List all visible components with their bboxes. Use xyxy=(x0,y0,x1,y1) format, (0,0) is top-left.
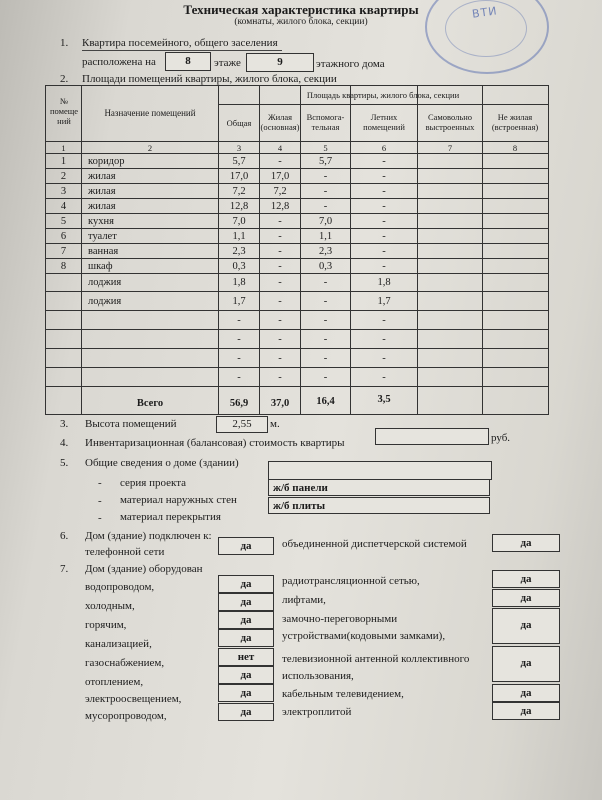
inventory-cost-unit: руб. xyxy=(491,432,511,444)
header-name: Назначение помещений xyxy=(104,108,196,118)
water-supply-label: водопроводом, xyxy=(85,581,155,593)
wall-material-value: ж/б панели xyxy=(268,479,490,496)
col-number-2: 2 xyxy=(147,143,153,153)
col-number-5: 5 xyxy=(323,143,328,153)
total-floors-box: 9 xyxy=(246,53,314,72)
elevators-value: да xyxy=(492,589,560,607)
document-subtitle: (комнаты, жилого блока, секции) xyxy=(234,17,368,27)
floor-label: этаже xyxy=(214,57,241,69)
heating-label: отоплением, xyxy=(85,676,144,688)
section-4-number: 4. xyxy=(60,437,69,449)
building-info-label: Общие сведения о доме (здании) xyxy=(85,457,239,469)
header-aux: Вспомога- тельная xyxy=(306,112,345,132)
header-total: Общая xyxy=(226,118,252,128)
section-2-label: Площади помещений квартиры, жилого блока, секции xyxy=(82,73,337,85)
intercom-label-1: замочно-переговорными xyxy=(282,613,398,625)
header-num: № помеще ний xyxy=(49,96,79,126)
underline xyxy=(82,50,282,51)
ceiling-height-value: 2,55 xyxy=(216,416,268,433)
col-number-4: 4 xyxy=(277,143,283,153)
dash-icon: - xyxy=(98,477,102,489)
elevators-label: лифтами, xyxy=(282,594,326,606)
project-series-value xyxy=(268,461,492,480)
electric-stove-value: да xyxy=(492,702,560,720)
section-6-number: 6. xyxy=(60,530,69,542)
tv-antenna-label-2: использования, xyxy=(282,670,354,682)
document-title: Техническая характеристика квартиры xyxy=(183,2,419,17)
section-1-location-prefix: расположена на xyxy=(82,56,156,68)
phone-network-label: телефонной сети xyxy=(85,546,165,558)
areas-table: № помеще ний Назначение помещений Площадь квартиры, жилого блока, секции Общая Жилая (основная) Вспомога- тельная Летних помещений Самовольно выстроенных Не жилая (встроенная) 1 2 3 4 5 6 7 8 1 коридор 5,7 - 5,7 - 2 жилая 17,0 17,0 - - 3 жилая 7,2 7,2 - - 4 жилая 12,8 12,8 - - 5 кухня 7,0 - 7,0 - 6 туалет 1,1 - 1,1 - 7 ванная 2,3 - 2,3 - 8 шкаф 0,3 - 0,3 - лоджия 1,8 - - 1,8 лоджия 1,7 - - 1,7 - - - - - - - - - - - - - - - - Всего 56,9 37,0 16,4 3,5 xyxy=(45,85,549,415)
section-5-number: 5. xyxy=(60,457,69,469)
header-summer: Летних помещений xyxy=(363,112,405,132)
ceiling-height-label: Высота помещений xyxy=(85,418,177,430)
floor-box: 8 xyxy=(165,52,211,71)
dispatch-system-value: да xyxy=(492,534,560,552)
electric-lighting-label: электроосвещением, xyxy=(85,693,182,705)
cable-tv-label: кабельным телевидением, xyxy=(282,688,404,700)
electric-lighting-value: да xyxy=(218,684,274,702)
cold-water-value: да xyxy=(218,593,274,611)
intercom-value: да xyxy=(492,608,560,644)
inventory-cost-value xyxy=(375,428,489,445)
col-number-6: 6 xyxy=(381,143,387,153)
hot-water-value: да xyxy=(218,611,274,629)
section-2-number: 2. xyxy=(60,73,69,85)
col-number-8: 8 xyxy=(512,143,518,153)
floor-material-label: материал перекрытия xyxy=(120,511,221,523)
dash-icon: - xyxy=(98,495,102,507)
header-selfbuilt: Самовольно выстроенных xyxy=(425,112,475,132)
sewerage-value: да xyxy=(218,629,274,647)
wall-material-label: материал наружных стен xyxy=(120,494,237,506)
header-area-group: Площадь квартиры, жилого блока, секции xyxy=(306,90,460,100)
hot-water-label: горячим, xyxy=(85,619,127,631)
project-series-label: серия проекта xyxy=(120,477,187,489)
heating-value: да xyxy=(218,666,274,684)
phone-network-value: да xyxy=(218,537,274,555)
electric-stove-label: электроплитой xyxy=(282,706,352,718)
connected-label: Дом (здание) подключен к: xyxy=(85,530,212,542)
garbage-chute-value: да xyxy=(218,703,274,721)
equipped-label: Дом (здание) оборудован xyxy=(85,563,203,575)
radio-network-value: да xyxy=(492,570,560,588)
intercom-label-2: устройствами(кодовыми замками), xyxy=(282,630,446,642)
water-supply-value: да xyxy=(218,575,274,593)
section-7-number: 7. xyxy=(60,563,69,575)
col-number-3: 3 xyxy=(236,143,242,153)
garbage-chute-label: мусоропроводом, xyxy=(85,710,167,722)
col-number-7: 7 xyxy=(447,143,453,153)
tv-antenna-label-1: телевизионной антенной коллективного xyxy=(282,653,470,665)
dispatch-system-label: объединенной диспетчерской системой xyxy=(282,538,467,550)
inventory-cost-label: Инвентаризационная (балансовая) стоимость квартиры xyxy=(85,437,345,449)
dash-icon: - xyxy=(98,512,102,524)
tv-antenna-value: да xyxy=(492,646,560,682)
section-1-number: 1. xyxy=(60,37,69,49)
header-nonliving: Не жилая (встроенная) xyxy=(491,112,539,132)
floor-material-value: ж/б плиты xyxy=(268,497,490,514)
cold-water-label: холодным, xyxy=(85,600,135,612)
col-number-1: 1 xyxy=(61,143,66,153)
header-living: Жилая (основная) xyxy=(260,112,300,132)
ceiling-height-unit: м. xyxy=(270,418,280,430)
gas-supply-value: нет xyxy=(218,648,274,666)
gas-supply-label: газоснабжением, xyxy=(85,657,165,669)
section-3-number: 3. xyxy=(60,418,69,430)
total-floors-label: этажного дома xyxy=(316,58,385,70)
section-1-line1: Квартира посемейного, общего заселения xyxy=(82,37,278,49)
cable-tv-value: да xyxy=(492,684,560,702)
sewerage-label: канализацией, xyxy=(85,638,152,650)
stamp-text: ВТИ xyxy=(471,4,499,21)
radio-network-label: радиотрансляционной сетью, xyxy=(282,575,420,587)
